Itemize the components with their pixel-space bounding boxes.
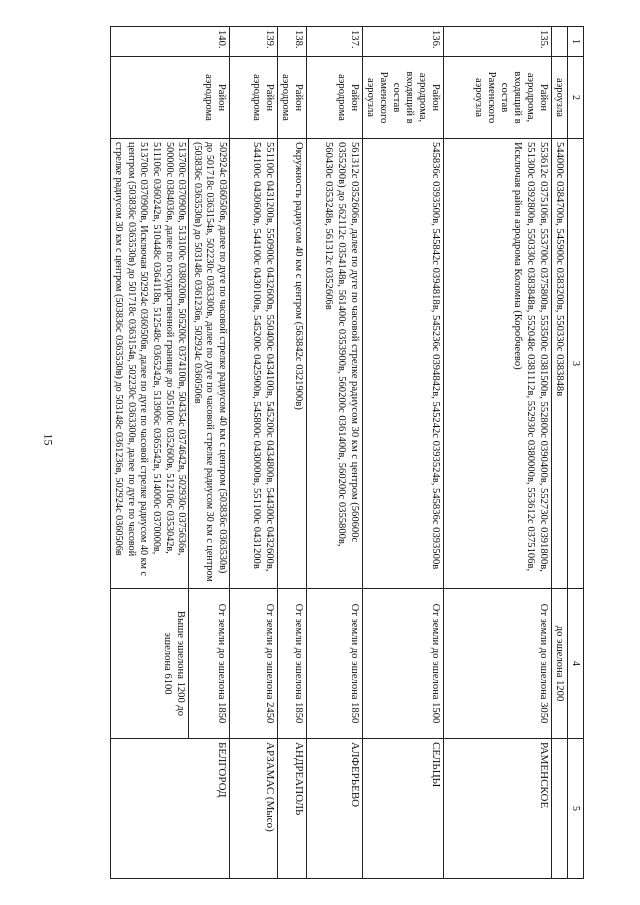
cell-name: АРЗАМАС (Мысо) [230, 739, 278, 879]
cell-limits: От земли до эшелона 3050 [444, 589, 552, 739]
cell-type: Район аэродрома [278, 57, 307, 139]
cell-name: БЕЛГОРОД [110, 739, 229, 879]
cell-coords: 561312с 0352606в, далее по дуге по часовой стрелке радиусом 30 км с центром (560600с 0355200в) до 562112с 0354148в, 561400с 0353900в, 560200с 0361400в, 560200с 0355800в, 560430с 0353248в, 561312с 0352606в [307, 139, 363, 589]
cell-type: Район аэродрома [307, 57, 363, 139]
cell-limits: От земли до эшелона 1500 [363, 589, 444, 739]
table-row [278, 27, 307, 879]
cell-coords: 545836с 0393500в, 545842с 0394818в, 545236с 0394842в, 545242с 0393524в, 545836с 0393500в [363, 139, 444, 589]
table-row [230, 27, 278, 879]
cell-limits: Выше эшелона 1200 до эшелона 6100 [110, 589, 189, 739]
cell-num: 136. [363, 27, 444, 57]
rotated-page [56, 26, 584, 878]
cell-num: 138. [278, 27, 307, 57]
page-number: 15 [41, 433, 56, 446]
cell-type: Район аэродрома, входящий в состав Раменского аэроузла [363, 57, 444, 139]
cell-type: Район аэродрома, входящий в состав Раменского аэроузла [444, 57, 552, 139]
header-row [568, 27, 584, 879]
cell-coords: 502924с 0360506в, далее по дуге по часовой стрелке радиусом 40 км с центром (503836с 0363530в) до 501718с 0363154в, 502230с 0363300в, далее по дуге по часовой стрелке радиусом 30 км с центром (503836с 0363530в) до 503148с 0361236в, 502924с 0360506в [189, 139, 230, 589]
cell-type: Район аэродрома [230, 57, 278, 139]
cell-num: 140. [110, 27, 229, 57]
cell-name: СЕЛЬЦЫ [363, 739, 444, 879]
cell-coords: 513700с 0370900в, 513100с 0380200в, 505200с 0374100в, 504354с 0374642в, 502930с 0375636в, 500000с 0384036в, далее по государственной границе до 505100с 0352600в, 512106с 0353042в, 511106с 0360242в, 510448с 0364118в, 512548с 0365242в, 513906с 0365542в, 514000с 0370000в, 513700с 0370900в, Исключая 502924с 0360506в, далее по дуге по часовой стрелке радиусом 40 км с центром (503836с 0363530в) до 501718с 0363154в, 502230с 0363300в, далее по дуге по часовой стрелке радиусом 30 км с центром (503836с 0363530в) до 503148с 0361236в, 502924с 0360506в [110, 139, 189, 589]
cell-name: АНДРЕАПОЛЬ [278, 739, 307, 879]
airspace-table [110, 26, 584, 879]
cell-name: АЛФЕРЬЕВО [307, 739, 363, 879]
cell-coords: Окружность радиусом 40 км с центром (563842с 0321900в) [278, 139, 307, 589]
table-row [363, 27, 444, 879]
col-header-1: 1 [568, 27, 584, 57]
col-header-5: 5 [568, 739, 584, 879]
cell-num: 137. [307, 27, 363, 57]
col-header-3: 3 [568, 139, 584, 589]
cell-type: аэроузла [552, 57, 568, 139]
table-row [189, 27, 230, 879]
cell-limits: От земли до эшелона 1850 [189, 589, 230, 739]
cell-type: Район аэродрома [110, 57, 229, 139]
table-row [307, 27, 363, 879]
cell-num: 139. [230, 27, 278, 57]
cell-limits: От земли до эшелона 1850 [307, 589, 363, 739]
table-row [444, 27, 552, 879]
cell-limits: От земли до эшелона 1850 [278, 589, 307, 739]
cell-coords: 553612с 0375106в, 553700с 0375800в, 553500с 0381500в, 552800с 0390400в, 552730с 0391800в, 551300с 0392800в, 550330с 0383848в, 552048с 0381112в, 552930с 0380000в, 553612с 0375106в, Исключая район аэродрома Коломна (Коробчеево) [444, 139, 552, 589]
cell-num: 135. [444, 27, 552, 57]
cell-name [552, 739, 568, 879]
cell-coords: 551100с 0431200в, 550900с 0432600в, 550400с 0434100в, 545200с 0434800в, 544300с 0432600в, 544100с 0430600в, 544100с 0430100в, 545200с 0425900в, 545800с 0430000в, 551100с 0431200в [230, 139, 278, 589]
cell-coords: 544000с 0384700в, 545900с 0383200в, 550330с 0383848в [552, 139, 568, 589]
cell-name: РАМЕНСКОЕ [444, 739, 552, 879]
cell-limits: до эшелона 1200 [552, 589, 568, 739]
col-header-4: 4 [568, 589, 584, 739]
col-header-2: 2 [568, 57, 584, 139]
table-row-continued [552, 27, 568, 879]
cell-limits: От земли до эшелона 2450 [230, 589, 278, 739]
cell-num [552, 27, 568, 57]
